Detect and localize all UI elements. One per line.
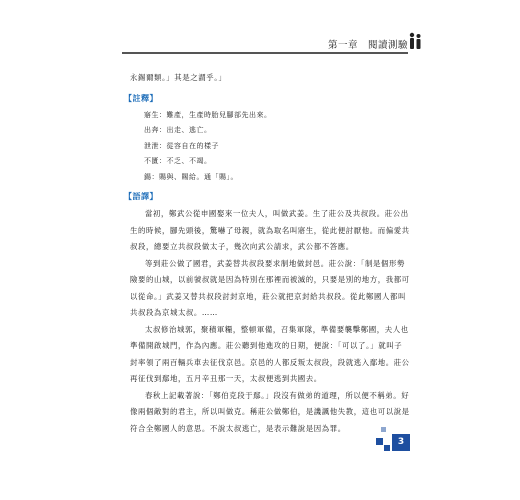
decor-square (376, 438, 383, 445)
decor-square (384, 445, 390, 451)
translation-paragraph: 當初，鄭武公從申國娶來一位夫人，叫做武姜。生了莊公及共叔段。莊公出生的時候，腳先頭後，驚嚇了母親，就為取名叫寤生，從此便討厭他。而偏愛共叔段，總要立共叔段做太子，幾次向武公請求，武公都不答應。 (130, 209, 410, 251)
page-number: 3 (392, 434, 410, 451)
translation-heading: 【語譯】 (124, 192, 158, 201)
decor-square (381, 427, 386, 432)
translation-paragraph: 等到莊公做了國君，武姜替共叔段要求制地做封邑。莊公說：「制是個形勢險要的山城，以前虢叔就是因為特別在那裡而被滅的，只要是別的地方，我都可以從命。」武姜又替共叔段討封京地，莊公就把京封給共叔段。從此鄭國人都叫共叔段為京城太叔。…… (130, 258, 410, 317)
note-item: 出奔：出走、逃亡。 (144, 126, 212, 134)
note-item: 錫：賜與、賜給。通「賜」。 (144, 172, 238, 181)
note-item: 寤生：難產，生產時胎兒腳部先出來。 (144, 110, 272, 119)
opening-line: 永錫爾類。」其是之謂乎。」 (130, 73, 227, 82)
translation-paragraph: 太叔修治城郭，聚積軍糧，整頓軍備，召集軍隊，準備要襲擊鄭國，夫人也準備開啟城門，作為內應。莊公聽到他進攻的日期，便說：「可以了。」就叫子封率領了兩百輛兵車去征伐京邑。京邑的人都反叛太叔段，段就逃入鄢地。莊公再征伐到鄢地，五月辛丑那一天，太叔便逃到共國去。 (130, 324, 410, 383)
note-item: 泄泄：從容自在的樣子 (144, 141, 219, 150)
note-item: 不匱：不乏、不竭。 (144, 157, 212, 165)
page-body (124, 70, 410, 437)
translation-paragraph: 春秋上記載著說：「鄭伯克段于鄢。」段沒有做弟的道理，所以便不稱弟。好像兩個敵對的君主，所以叫做克。稱莊公做鄭伯，是譏諷他失教，這也可以說是符合全鄭國人的意思。不說太叔逃亡，是表示難說是因為罪。 (130, 390, 410, 433)
header-divider (122, 52, 408, 54)
people-icon (408, 32, 422, 50)
chapter-title: 第一章 閱讀測驗 (327, 40, 408, 51)
page-header (0, 0, 520, 60)
notes-heading: 【註釋】 (124, 93, 158, 103)
